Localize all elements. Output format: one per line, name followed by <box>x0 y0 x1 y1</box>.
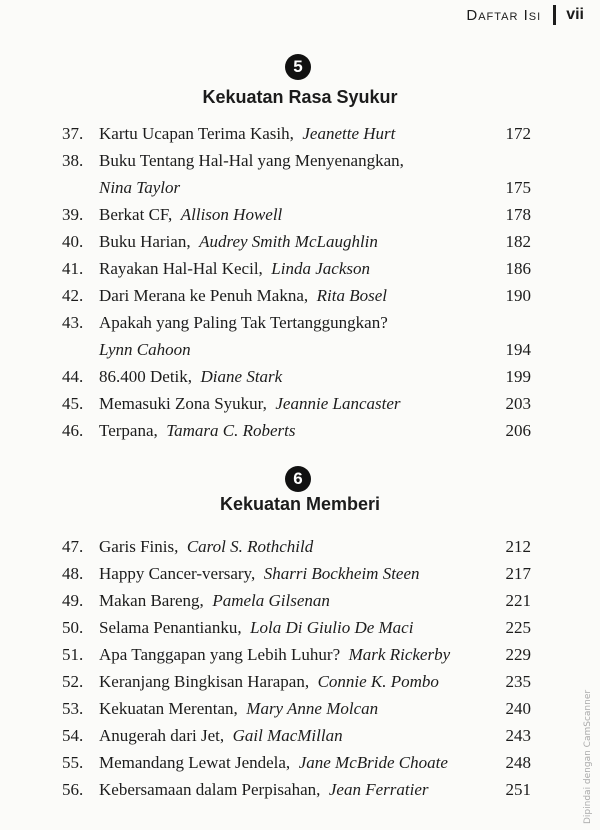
entry-number: 42. <box>62 286 84 305</box>
entry-page-number: 221 <box>505 591 531 610</box>
entry-page-number: 225 <box>505 618 531 637</box>
entry-title-line <box>99 259 370 279</box>
entry-page-number: 190 <box>505 286 531 305</box>
toc-entry <box>0 564 600 591</box>
entry-title-line <box>99 699 378 719</box>
entry-title-line <box>99 421 296 441</box>
entry-author: Gail MacMillan <box>232 726 343 745</box>
toc-entry <box>0 313 600 359</box>
entry-title: Memandang Lewat Jendela, <box>99 753 291 772</box>
entry-title: Apa Tanggapan yang Lebih Luhur? <box>99 645 341 664</box>
section-title: Kekuatan Rasa Syukur <box>202 87 398 107</box>
entry-number: 43. <box>62 313 84 332</box>
entry-title-line <box>99 726 343 746</box>
entry-title: Kebersamaan dalam Perpisahan, <box>99 780 321 799</box>
entry-number: 49. <box>62 591 84 610</box>
toc-entry <box>0 645 600 672</box>
entry-page-number: 248 <box>505 753 531 772</box>
entry-title: Kekuatan Merentan, <box>99 699 238 718</box>
toc-entry <box>0 232 600 259</box>
entry-title-line <box>99 394 401 414</box>
scanner-watermark: Dipindai dengan CamScanner <box>583 689 593 824</box>
entry-title: Rayakan Hal-Hal Kecil, <box>99 259 263 278</box>
entry-author: Mary Anne Molcan <box>246 699 379 718</box>
entry-title: Happy Cancer-versary, <box>99 564 256 583</box>
entry-title-line <box>99 780 429 800</box>
toc-entry <box>0 124 600 151</box>
entry-page-number: 235 <box>505 672 531 691</box>
entry-number: 46. <box>62 421 84 440</box>
entry-title-line <box>99 286 387 306</box>
entry-number: 55. <box>62 753 84 772</box>
toc-entry <box>0 780 600 807</box>
toc-entry <box>0 591 600 618</box>
entry-author: Rita Bosel <box>316 286 387 305</box>
entry-author: Jean Ferratier <box>328 780 429 799</box>
entry-title-line <box>99 313 388 333</box>
toc-entry <box>0 753 600 780</box>
entry-title-line <box>99 645 450 665</box>
entry-number: 50. <box>62 618 84 637</box>
entry-number: 47. <box>62 537 84 556</box>
entry-page-number: 186 <box>505 259 531 278</box>
entry-page-number: 229 <box>505 645 531 664</box>
running-header <box>466 3 584 27</box>
entry-title-line <box>99 205 282 225</box>
entry-title-line <box>99 753 448 773</box>
entry-number: 51. <box>62 645 84 664</box>
entry-title: Keranjang Bingkisan Harapan, <box>99 672 310 691</box>
entry-author: Mark Rickerby <box>348 645 451 664</box>
header-separator <box>553 5 556 25</box>
toc-entry <box>0 367 600 394</box>
entry-title: Garis Finis, <box>99 537 179 556</box>
entry-author: Allison Howell <box>180 205 283 224</box>
entry-page-number: 178 <box>505 205 531 224</box>
entry-title: Buku Harian, <box>99 232 191 251</box>
entry-author: Connie K. Pombo <box>317 672 439 691</box>
toc-entry <box>0 672 600 699</box>
toc-entry <box>0 421 600 448</box>
entry-author: Audrey Smith McLaughlin <box>199 232 378 251</box>
entry-author: Lola Di Giulio De Maci <box>250 618 414 637</box>
entry-number: 53. <box>62 699 84 718</box>
entry-number: 37. <box>62 124 84 143</box>
entry-title: Apakah yang Paling Tak Tertanggungkan? <box>99 313 388 332</box>
entry-title: Anugerah dari Jet, <box>99 726 225 745</box>
toc-entry <box>0 726 600 753</box>
entry-title: Selama Penantianku, <box>99 618 242 637</box>
entry-title-line <box>99 537 313 557</box>
entry-title: Buku Tentang Hal-Hal yang Menyenangkan, <box>99 151 404 170</box>
toc-entry <box>0 394 600 421</box>
entry-title: Terpana, <box>99 421 158 440</box>
entry-page-number: 172 <box>505 124 531 143</box>
entry-number: 54. <box>62 726 84 745</box>
entry-author: Lynn Cahoon <box>99 340 191 359</box>
entry-title: Kartu Ucapan Terima Kasih, <box>99 124 294 143</box>
entry-author: Carol S. Rothchild <box>186 537 314 556</box>
section-number-badge: 5 <box>285 54 311 80</box>
entry-page-number: 240 <box>505 699 531 718</box>
entry-title-line <box>99 564 420 584</box>
entry-author: Jane McBride Choate <box>298 753 448 772</box>
entry-title: Dari Merana ke Penuh Makna, <box>99 286 309 305</box>
entry-number: 56. <box>62 780 84 799</box>
toc-entry <box>0 151 600 197</box>
entry-title-line <box>99 151 404 171</box>
toc-entry <box>0 205 600 232</box>
toc-entry <box>0 537 600 564</box>
entry-page-number: 194 <box>505 340 531 359</box>
entry-number: 38. <box>62 151 84 170</box>
entry-title: Makan Bareng, <box>99 591 204 610</box>
entry-page-number: 203 <box>505 394 531 413</box>
entry-author: Nina Taylor <box>99 178 181 197</box>
page-number: vii <box>566 6 584 23</box>
entry-author: Jeannie Lancaster <box>275 394 401 413</box>
entry-title-line <box>99 367 282 387</box>
entry-title-line <box>99 591 330 611</box>
entry-author: Tamara C. Roberts <box>166 421 296 440</box>
entry-number: 40. <box>62 232 84 251</box>
entry-title: Memasuki Zona Syukur, <box>99 394 267 413</box>
section-number-badge: 6 <box>285 466 311 492</box>
entry-number: 48. <box>62 564 84 583</box>
entry-number: 52. <box>62 672 84 691</box>
entry-title-line <box>99 618 413 638</box>
entry-number: 44. <box>62 367 84 386</box>
entry-number: 45. <box>62 394 84 413</box>
entry-page-number: 251 <box>505 780 531 799</box>
entry-page-number: 217 <box>505 564 531 583</box>
toc-entry <box>0 259 600 286</box>
entry-page-number: 212 <box>505 537 531 556</box>
entry-author: Jeanette Hurt <box>302 124 396 143</box>
entry-number: 39. <box>62 205 84 224</box>
entry-author: Diane Stark <box>200 367 283 386</box>
entry-number: 41. <box>62 259 84 278</box>
entry-page-number: 175 <box>505 178 531 197</box>
entry-title-line <box>99 124 395 144</box>
entry-page-number: 199 <box>505 367 531 386</box>
toc-entry <box>0 699 600 726</box>
entry-title: 86.400 Detik, <box>99 367 193 386</box>
section-title: Kekuatan Memberi <box>219 494 381 514</box>
entry-page-number: 243 <box>505 726 531 745</box>
running-header-title: Daftar Isi <box>466 6 542 24</box>
entry-author: Linda Jackson <box>271 259 370 278</box>
toc-entry <box>0 618 600 645</box>
entry-title: Berkat CF, <box>99 205 173 224</box>
entry-title-line <box>99 232 378 252</box>
toc-entry <box>0 286 600 313</box>
entry-author: Pamela Gilsenan <box>212 591 330 610</box>
entry-title-line <box>99 672 439 692</box>
entry-page-number: 206 <box>505 421 531 440</box>
entry-page-number: 182 <box>505 232 531 251</box>
entry-author: Sharri Bockheim Steen <box>263 564 420 583</box>
